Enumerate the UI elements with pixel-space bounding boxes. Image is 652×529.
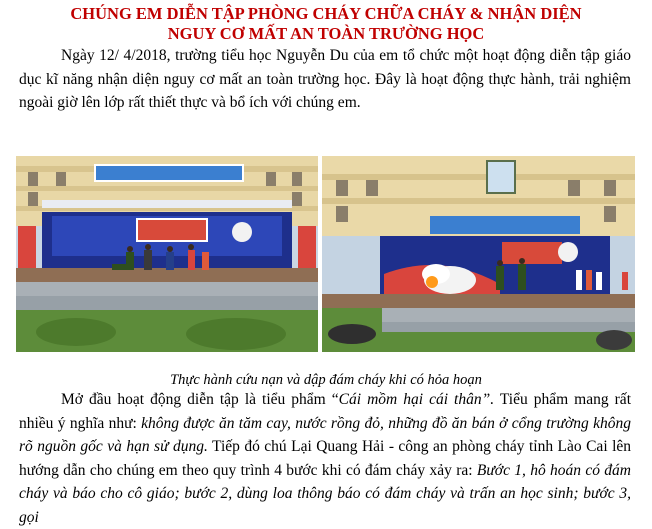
body-text-2: Tiểu phẩm mang rất nhiều ý nghĩa như: — [19, 391, 631, 432]
photo-rescue-drill — [16, 156, 318, 352]
body-lessons: không được ăn tăm cay, nước rồng đỏ, những đồ ăn bán ở cổng trường không rõ nguồn gốc và hạn sử dụng. — [19, 414, 631, 455]
body-text-1: Mở đầu hoạt động diễn tập là tiểu phẩm “ — [61, 391, 339, 408]
title-line-2: NGUY CƠ MẤT AN TOÀN TRƯỜNG HỌC — [167, 24, 485, 43]
body-steps: Bước 1, hô hoán có đám cháy và báo cho cô giáo; bước 2, dùng loa thông báo có đám cháy và trấn an học sinh; bước 3, gọi — [19, 461, 632, 526]
body-skit-title: Cái mồm hại cái thân”. — [338, 391, 495, 408]
photo-caption: Thực hành cứu nạn và dập đám cháy khi có hỏa hoạn — [170, 372, 482, 388]
intro-paragraph — [19, 44, 631, 115]
intro-text: Ngày 12/ 4/2018, trường tiểu học Nguyễn Du của em tổ chức một hoạt động diễn tập giáo dục kĩ năng nhận diện nguy cơ mất an toàn trường học. Đây là hoạt động thực hành, trải nghiệm ngoài giờ lên lớp rất thiết thực và bổ ích với chúng em. — [19, 47, 631, 111]
body-paragraph — [19, 388, 631, 529]
title-line-1: CHÚNG EM DIỄN TẬP PHÒNG CHÁY CHỮA CHÁY & NHẬN DIỆN — [70, 4, 582, 23]
body-text-3: Tiếp đó chú Lại Quang Hải - công an phòng cháy tỉnh Lào Cai lên hướng dẫn cho chúng em theo quy trình 4 bước khi có đám cháy xảy ra: — [19, 438, 632, 479]
photo-fire-extinguishing — [322, 156, 635, 352]
article-title — [0, 4, 652, 44]
